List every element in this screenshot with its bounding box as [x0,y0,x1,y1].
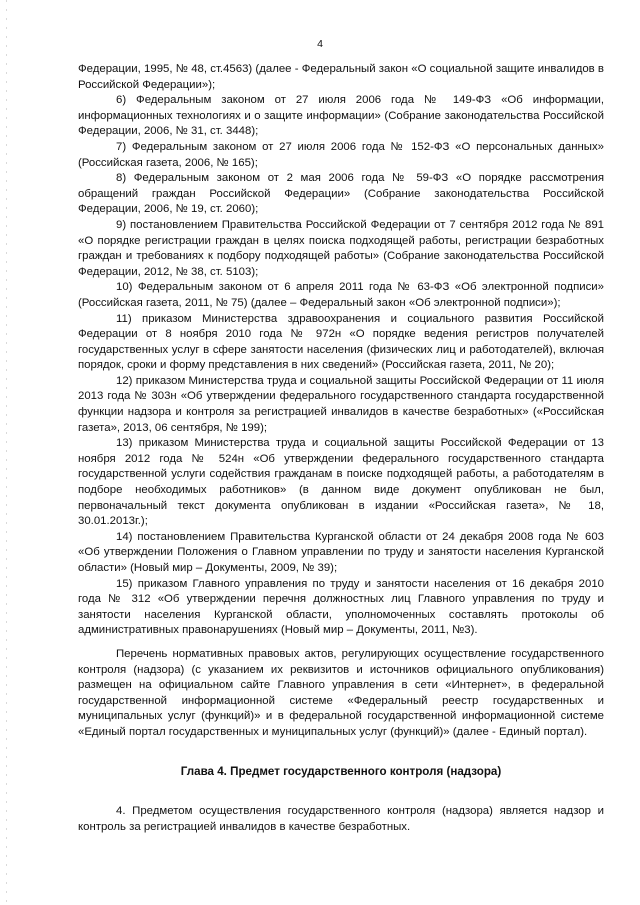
list-item-6: 6) Федеральным законом от 27 июля 2006 года № 149-ФЗ «Об информации, информационных технологиях и о защите информации» (Собрание законодательства Российской Федерации, 2006, № 31, ст. 3448); [78,94,604,138]
list-item-15: 15) приказом Главного управления по труду и занятости населения от 16 декабря 2010 года № 312 «Об утверждении перечня должностных лиц Главного управления по труду и занятости населения Курганской области, уполномоченных составлять протоколы об административных правонарушениях (Новый мир – Документы, 2011, №3). [78,577,604,637]
list-item-9: 9) постановлением Правительства Российской Федерации от 7 сентября 2012 года № 891 «О порядке регистрации граждан в целях поиска подходящей работы, регистрации безработных граждан и требованиях к подбору подходящей работы» (Собрание законодательства Российской Федерации, 2012, № 38, ст. 5103); [78,218,604,278]
list-item-12: 12) приказом Министерства труда и социальной защиты Российской Федерации от 11 июля 2013 года № 303н «Об утверждении федерального государственного стандарта государственной функции надзора и контроля за регистрацией инвалидов в качестве безработных» («Российская газета», 2013, 06 сентября, № 199); [78,374,604,434]
chapter-heading: Глава 4. Предмет государственного контроля (надзора) [180,764,502,778]
page-body [78,62,604,835]
paragraph-continuation: Федерации, 1995, № 48, ст.4563) (далее - Федеральный закон «О социальной защите инвалидов в Российской Федерации»); [78,63,604,91]
list-item-7: 7) Федеральным законом от 27 июля 2006 года № 152-ФЗ «О персональных данных» (Российская газета, 2006, № 165); [78,140,604,169]
list-item-14: 14) постановлением Правительства Курганской области от 24 декабря 2008 года № 603 «Об утверждении Положения о Главном управлении по труду и занятости населения Курганской области» (Новый мир – Документы, 2009, № 39); [78,530,604,574]
page-number: 4 [317,38,323,50]
list-item-10: 10) Федеральным законом от 6 апреля 2011 года № 63-ФЗ «Об электронной подписи» (Российская газета, 2011, № 75) (далее – Федеральный закон «Об электронной подписи»); [78,281,604,309]
subject-paragraph: 4. Предметом осуществления государственного контроля (надзора) является надзор и контроль за регистрацией инвалидов в качестве безработных. [78,805,604,833]
list-item-8: 8) Федеральным законом от 2 мая 2006 года № 59-ФЗ «О порядке рассмотрения обращений граждан Российской Федерации» (Собрание законодательства Российской Федерации, 2006, № 19, ст. 2060); [78,172,604,216]
list-item-11: 11) приказом Министерства здравоохранения и социального развития Российской Федерации от 8 ноября 2010 года № 972н «О порядке ведения регистров получателей государственных услуг в сфере занятости населения (физических лиц и работодателей), включая порядок, сроки и форму представления в них сведений» (Российская газета, 2011, № 20); [78,312,604,372]
scan-edge-marks [6,0,7,905]
acts-list-paragraph: Перечень нормативных правовых актов, регулирующих осуществление государственного контроля (надзора) (с указанием их реквизитов и источников официального опубликования) размещен на официальном сайте Главного управления в сети «Интернет», в федеральной государственной информационной системе «Федеральный реестр государственных и муниципальных услуг (функций)» и в федеральной государственной информационной системе «Единый портал государственных и муниципальных услуг (функций)» (далее - Единый портал). [78,647,604,738]
list-item-13: 13) приказом Министерства труда и социальной защиты Российской Федерации от 13 ноября 2012 года № 524н «Об утверждении федерального государственного стандарта государственной услуги содействия гражданам в поиске подходящей работы, а работодателям в подборе необходимых работников» (в данном виде документ опубликован не был, первоначальный текст документа опубликован в издании «Российская газета», № 18, 30.01.2013г.); [78,437,604,528]
spacer [78,639,604,647]
